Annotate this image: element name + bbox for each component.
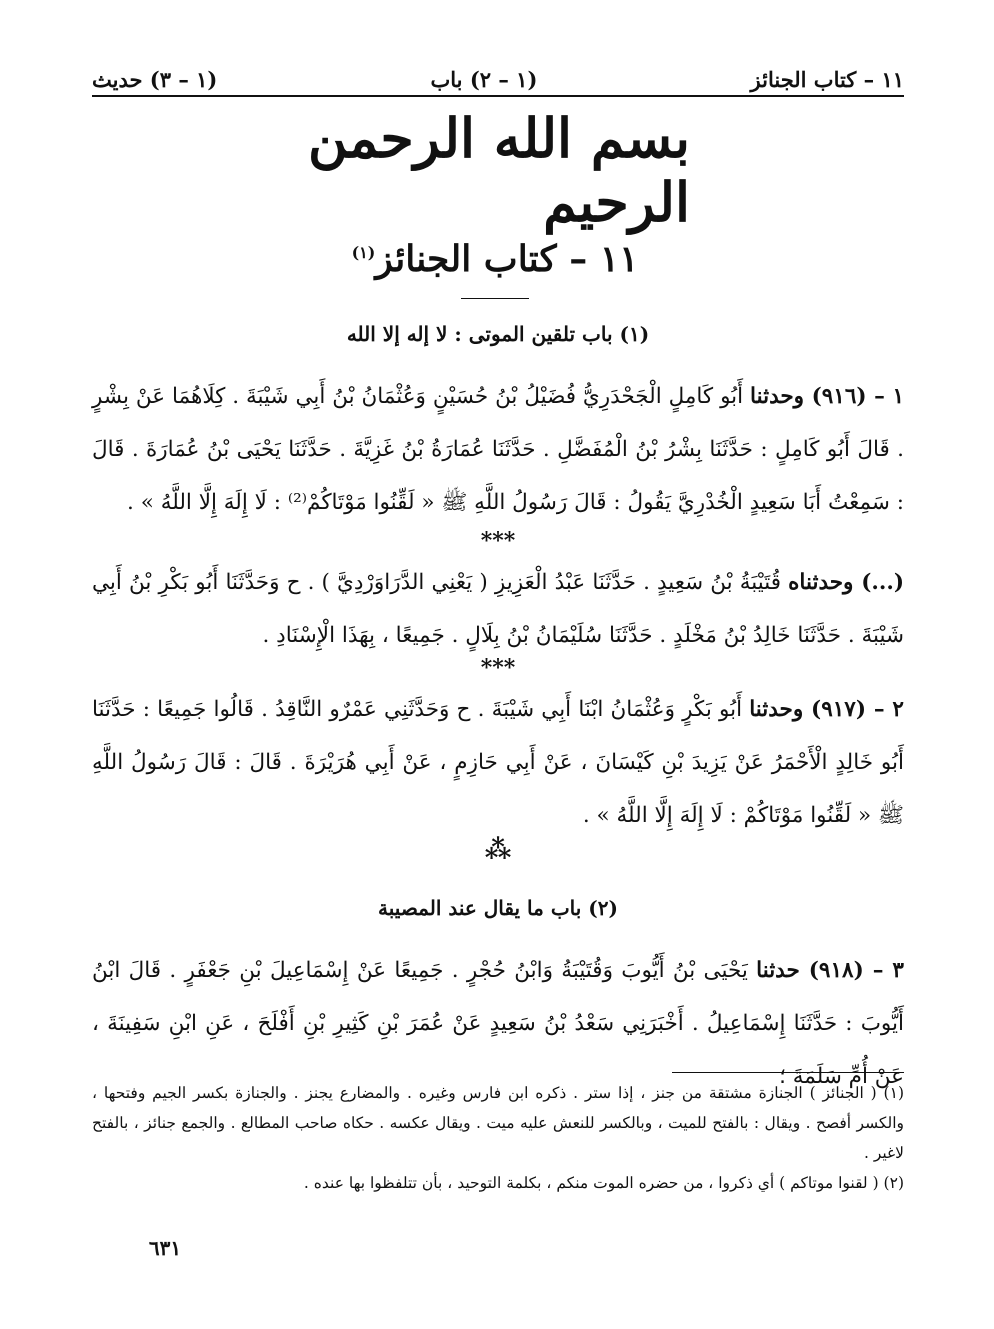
hadith-916-variant xyxy=(92,556,904,662)
hadith-label: (...) وحدثناه xyxy=(788,570,904,595)
chapter-end-ornament: ⁂ xyxy=(484,835,512,865)
hadith-text: قُتَيْبَةُ بْنُ سَعِيدٍ . حَدَّثَنَا عَبْدُ الْعَزِيزِ ( يَعْنِي الدَّرَاوَرْدِيَّ ) . ح وَحَدَّثَنَا أَبُو بَكْرِ بْنُ أَبِي شَيْبَةَ . حَدَّثَنَا خَالِدُ بْنُ مَخْلَدٍ . حَدَّثَنَا سُلَيْمَانُ بْنُ بِلَالٍ . جَمِيعًا ، بِهَذَا الْإِسْنَادِ . xyxy=(92,570,904,648)
footnote-rule xyxy=(672,1072,904,1073)
hadith-text: أَبُو بَكْرٍ وَعُثْمَانُ ابْنَا أَبِي شَيْبَةَ . ح وَحَدَّثَنِي عَمْرٌو النَّاقِدُ . قَالُوا جَمِيعًا : حَدَّثَنَا أَبُو خَالِدٍ الْأَحْمَرُ عَنْ يَزِيدَ بْنِ كَيْسَانَ ، عَنْ أَبِي حَازِمٍ ، عَنْ أَبِي هُرَيْرَةَ . قَالَ : قَالَ رَسُولُ اللَّهِ ﷺ « لَقِّنُوا مَوْتَاكُمْ : لَا إِلَهَ إِلَّا اللَّهُ » . xyxy=(92,697,904,828)
chapter-heading-1: (١) باب تلقين الموتى : لا إله إلا الله xyxy=(346,322,650,346)
footnote-1: (١) ( الجنائز ) الجنازة مشتقة من جنز ، إذا ستر . ذكره ابن فارس وغيره . والمضارع يجنز . والجنازة بكسر الجيم وفتحها ، والكسر أفصح . ويقال : بالفتح للميت ، وبالكسر للنعش عليه ميت . ويقال عكسه . حكاه صاحب المطالع . والجمع جنائز ، بالفتح لاغير . xyxy=(92,1084,904,1162)
running-head-hadith: (١ – ٣) حديث xyxy=(92,67,218,92)
chapter-heading-2: (٢) باب ما يقال عند المصيبة xyxy=(378,896,618,920)
hadith-916 xyxy=(92,370,904,529)
hadith-text: أَبُو كَامِلٍ الْجَحْدَرِيُّ فُضَيْلُ بْنُ حُسَيْنٍ وَعُثْمَانُ بْنُ أَبِي شَيْبَةَ . كِلَاهُمَا عَنْ بِشْرٍ . قَالَ أَبُو كَامِلٍ : حَدَّثَنَا بِشْرُ بْنُ الْمُفَضَّلِ . حَدَّثَنَا عُمَارَةُ بْنُ غَزِيَّةَ . حَدَّثَنَا يَحْيَى بْنُ عُمَارَةَ . قَالَ : سَمِعْتُ أَبَا سَعِيدٍ الْخُدْرِيَّ يَقُولُ : قَالَ رَسُولُ اللَّهِ ﷺ « لَقِّنُوا مَوْتَاكُمْ⁽²⁾ : لَا إِلَهَ إِلَّا اللَّهُ » . xyxy=(92,384,904,515)
separator-stars: *** xyxy=(480,655,516,681)
hadith-label: ٢ – (٩١٧) وحدثنا xyxy=(749,697,904,722)
running-head xyxy=(92,52,904,92)
book-title-footnote-ref: (١) xyxy=(351,243,376,262)
book-title xyxy=(300,238,690,280)
separator-stars: *** xyxy=(480,528,516,554)
hadith-label: ٣ – (٩١٨) حدثنا xyxy=(756,958,904,983)
hadith-917 xyxy=(92,683,904,842)
running-head-book: ١١ – كتاب الجنائز xyxy=(750,67,904,92)
hadith-label: ١ – (٩١٦) وحدثنا xyxy=(750,384,904,409)
book-title-text: ١١ – كتاب الجنائز xyxy=(375,238,639,280)
basmala-calligraphy: بسم الله الرحمن الرحيم xyxy=(308,106,690,234)
running-head-chapter: (١ – ٢) باب xyxy=(430,67,538,92)
page-number: ٦٣١ xyxy=(148,1236,182,1260)
hadith-text: يَحْيَى بْنُ أَيُّوبَ وَقُتَيْبَةُ وَابْنُ حُجْرٍ . جَمِيعًا عَنْ إِسْمَاعِيلَ بْنِ جَعْفَرٍ . قَالَ ابْنُ أَيُّوبَ : حَدَّثَنَا إِسْمَاعِيلُ . أَخْبَرَنِي سَعْدُ بْنُ سَعِيدٍ عَنْ عُمَرَ بْنِ كَثِيرِ بْنِ أَفْلَحَ ، عَنِ ابْنِ سَفِينَةَ ، عَنْ أُمِّ سَلَمَةَ ؛ xyxy=(92,958,904,1089)
footnote-2: (٢) ( لقنوا موتاكم ) أي ذكروا ، من حضره الموت منكم ، بكلمة التوحيد ، بأن تتلفظوا بها عنده . xyxy=(303,1174,904,1192)
header-rule xyxy=(92,95,904,97)
title-rule xyxy=(461,298,529,299)
footnotes xyxy=(92,1078,904,1198)
